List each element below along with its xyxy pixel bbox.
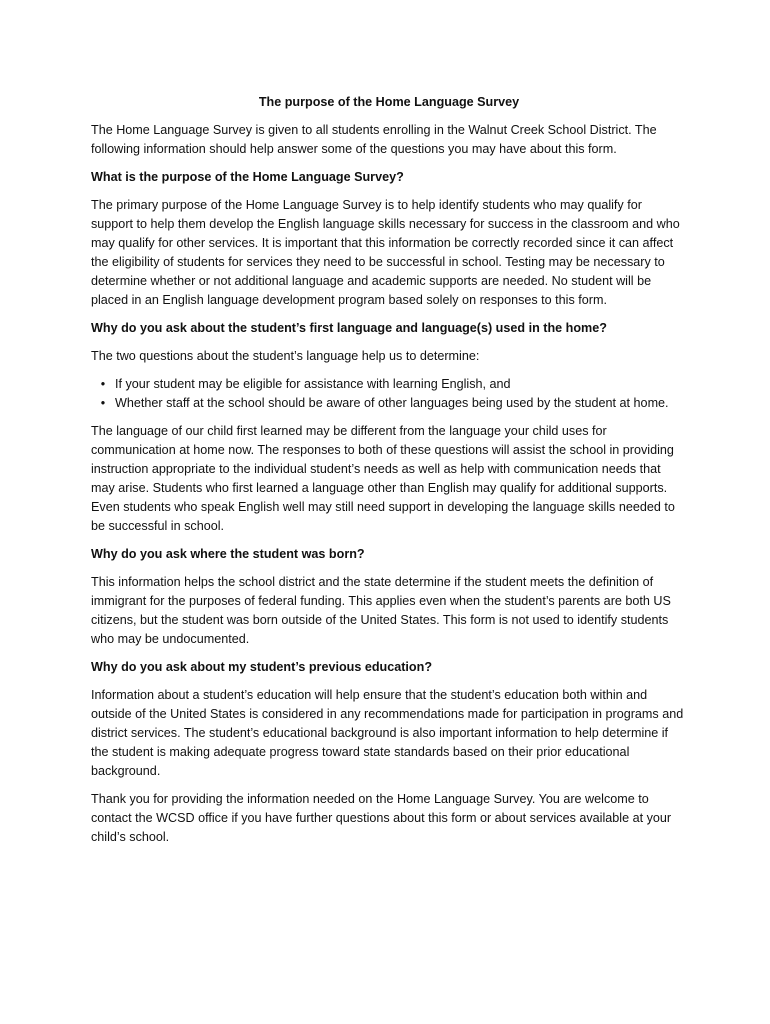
closing-paragraph: Thank you for providing the information needed on the Home Language Survey. You are welcome to contact the WCSD office if you have further questions about this form or about services available at your child’s school. [91, 792, 672, 844]
page-title: The purpose of the Home Language Survey [258, 95, 520, 109]
list-item-text: Whether staff at the school should be aware of other languages being used by the student at home. [115, 396, 669, 410]
list-item [91, 375, 687, 394]
document-body [91, 93, 687, 856]
intro-paragraph: The Home Language Survey is given to all students enrolling in the Walnut Creek School District. The following information should help answer some of the questions you may have about this form. [91, 123, 657, 156]
section-heading-first-language: Why do you ask about the student’s first language and language(s) used in the home? [91, 321, 607, 335]
section-heading-purpose: What is the purpose of the Home Language Survey? [91, 170, 404, 184]
section-paragraph-birthplace: This information helps the school district and the state determine if the student meets the definition of immigrant for the purposes of federal funding. This applies even when the student’s parents are both US citizens, but the student was born outside of the United States. This form is not used to identify students who may be undocumented. [91, 575, 671, 646]
section-paragraph-previous-education: Information about a student’s education will help ensure that the student’s education both within and outside of the United States is considered in any recommendations made for participation in programs and district services. The student’s educational background is also important information to help determine if the student is making adequate progress toward state standards based on their prior educational background. [91, 688, 684, 778]
bullet-icon: • [100, 396, 106, 410]
section-heading-birthplace: Why do you ask where the student was born? [91, 547, 365, 561]
section-paragraph-first-language: The language of our child first learned may be different from the language your child uses for communication at home now. The responses to both of these questions will assist the school in providing instruction appropriate to the individual student’s needs as well as help with communication needs that may arise. Students who first learned a language other than English may qualify for additional supports. Even students who speak English well may still need support in developing the language skills needed to be successful in school. [91, 424, 675, 533]
bullet-list [91, 375, 687, 413]
bullet-icon: • [100, 377, 106, 391]
section-lead-first-language: The two questions about the student’s language help us to determine: [91, 349, 480, 363]
list-item-text: If your student may be eligible for assistance with learning English, and [115, 377, 511, 391]
section-paragraph-purpose: The primary purpose of the Home Language Survey is to help identify students who may qualify for support to help them develop the English language skills necessary for success in the classroom and who may qualify for other services. It is important that this information be correctly recorded since it can affect the eligibility of students for services they need to be successful in school. Testing may be necessary to determine whether or not additional language and academic supports are needed. No student will be placed in an English language development program based solely on responses to this form. [91, 198, 680, 307]
section-heading-previous-education: Why do you ask about my student’s previous education? [91, 660, 433, 674]
list-item [91, 394, 687, 413]
